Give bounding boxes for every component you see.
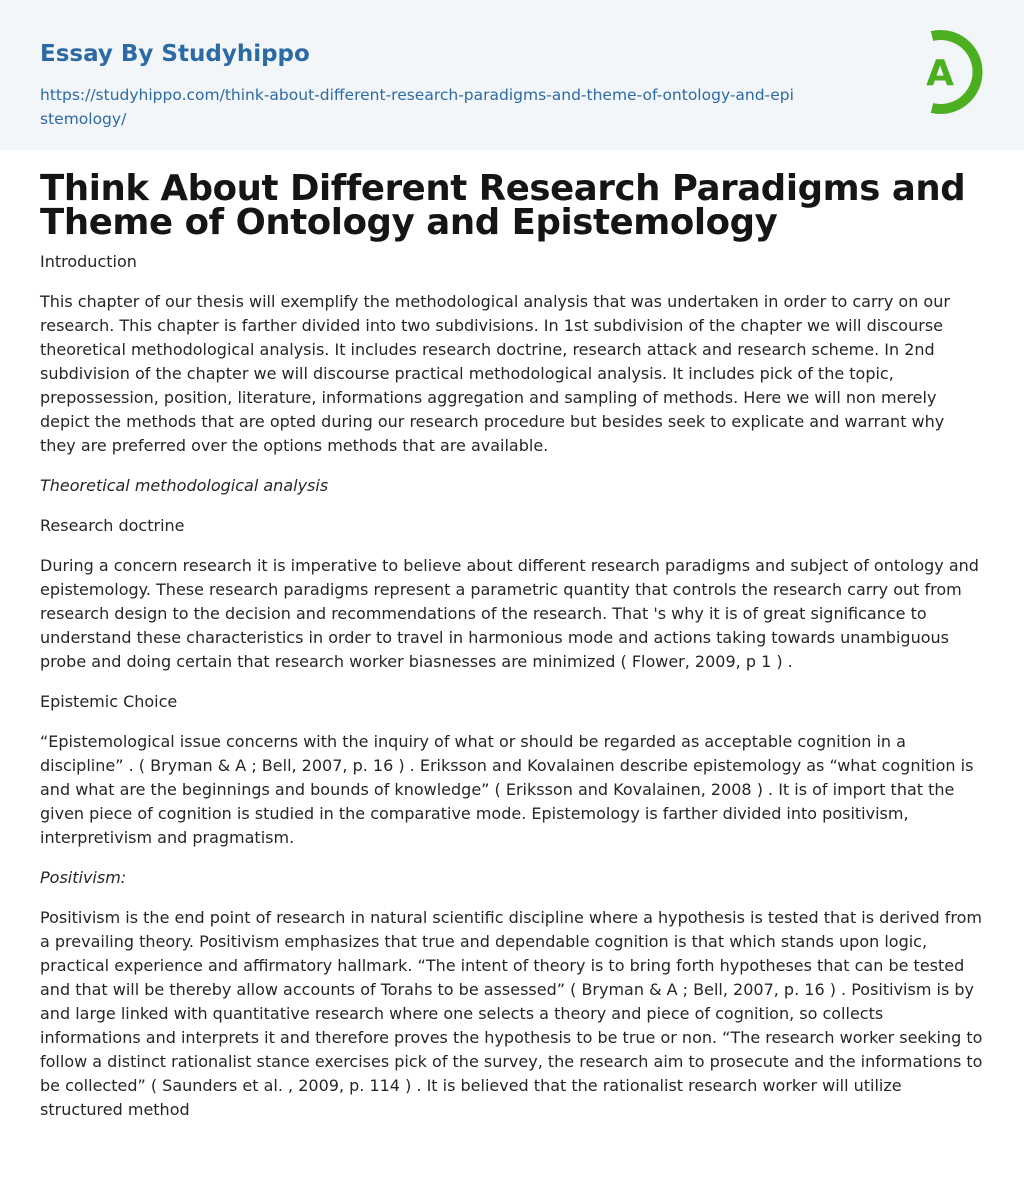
brand-title[interactable]: Essay By Studyhippo: [40, 41, 310, 67]
section-heading-epistemic-choice: Epistemic Choice: [40, 692, 178, 711]
section-heading-research-doctrine: Research doctrine: [40, 516, 185, 535]
essay-body: [0, 150, 1024, 1122]
source-url-link[interactable]: https://studyhippo.com/think-about-different-research-paradigms-and-theme-of-ontology-and-epistemology/: [40, 86, 794, 128]
paragraph-epistemic-choice: “Epistemological issue concerns with the inquiry of what or should be regarded as acceptable cognition in a discipline” . ( Bryman & A ; Bell, 2007, p. 16 ) . Eriksson and Kovalainen describe epistemology as “what cognition is and what are the beginnings and bounds of knowledge” ( Eriksson and Kovalainen, 2008 ) . It is of import that the given piece of cognition is studied in the comparative mode. Epistemology is farther divided into positivism, interpretivism and pragmatism.: [40, 732, 974, 847]
subheading-theoretical-analysis: Theoretical methodological analysis: [40, 476, 329, 495]
paragraph-positivism: Positivism is the end point of research in natural scientific discipline where a hypothesis is tested that is derived from a prevailing theory. Positivism emphasizes that true and dependable cognition is that which stands upon logic, practical experience and affirmatory hallmark. “The intent of theory is to bring forth hypotheses that can be tested and that will be thereby allow accounts of Torahs to be assessed” ( Bryman & A ; Bell, 2007, p. 16 ) . Positivism is by and large linked with quantitative research where one selects a theory and piece of cognition, so collects informations and interprets it and therefore proves the hypothesis to be true or non. “The research worker seeking to follow a distinct rationalist stance exercises pick of the survey, the research aim to prosecute and the informations to be collected” ( Saunders et al. , 2009, p. 114 ) . It is believed that the rationalist research worker will utilize structured method: [40, 908, 983, 1119]
section-heading-introduction: Introduction: [40, 252, 137, 271]
essay-title: Think About Different Research Paradigms and Theme of Ontology and Epistemology: [40, 168, 966, 243]
subheading-positivism: Positivism:: [40, 868, 127, 887]
page-header: [0, 0, 1024, 150]
paragraph-research-doctrine: During a concern research it is imperative to believe about different research paradigms and subject of ontology and epistemology. These research paradigms represent a parametric quantity that controls the research carry out from research design to the decision and recommendations of the research. That 's why it is of great significance to understand these characteristics in order to travel in harmonious mode and actions taking towards unambiguous probe and doing certain that research worker biasnesses are minimized ( Flower, 2009, p 1 ) .: [40, 556, 979, 671]
studyhippo-logo-icon[interactable]: [912, 29, 986, 115]
paragraph-introduction: This chapter of our thesis will exemplify the methodological analysis that was undertaken in order to carry on our research. This chapter is farther divided into two subdivisions. In 1st subdivision of the chapter we will discourse theoretical methodological analysis. It includes research doctrine, research attack and research scheme. In 2nd subdivision of the chapter we will discourse practical methodological analysis. It includes pick of the topic, prepossession, position, literature, informations aggregation and sampling of methods. Here we will non merely depict the methods that are opted during our research procedure but besides seek to explicate and warrant why they are preferred over the options methods that are available.: [40, 292, 950, 455]
logo-letter: A: [926, 53, 954, 94]
